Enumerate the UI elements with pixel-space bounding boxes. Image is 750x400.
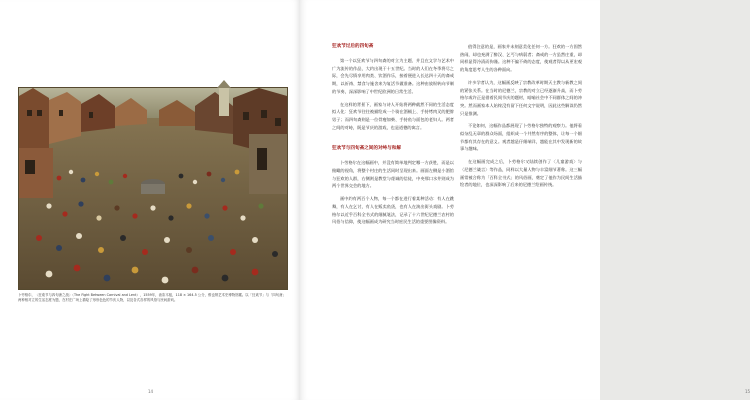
right-page	[300, 0, 750, 400]
painting-image	[18, 87, 288, 290]
page-number-right: 15	[745, 389, 750, 394]
paragraph: 卜劳格尔在这幅画中，并没有简单地判定哪一方获胜，而是以俯瞰的视角，将整个村庄的生活同时呈现出来。画面左侧是小酒馆与狂欢的人群，右侧则是教堂与虔诚的信徒，中央那口水井则成为两个世界交会的地方。	[332, 160, 454, 189]
section-heading-1: 狂欢节过后的四旬斋	[332, 44, 374, 49]
left-page	[0, 0, 300, 400]
paragraph: 值得注意的是，画家并未刻意美化任何一方。狂欢的一方固然热闹，却也充满了醉汉、乞丐与病弱者；斋戒的一方虽然庄重，却同样显得冷清而拘谨。这种不偏不倚的态度，使观者得以从更宏观的角度思考人生的各种面向。	[460, 44, 582, 73]
painting-caption: 卜劳格尔，〈狂欢节与四旬斋之战〉（The Fight Between Carnival and Lent），1559年，油彩木板，118 × 164.5 公分，维也纳艺术史博物馆藏。以「狂欢节」与「四旬斋」两种相对立的生活态度为题，在村庄广场上描绘了形形色色的节庆人物，以及各式各样的风俗与民间游戏。	[18, 293, 286, 302]
paragraph: 第一个以狂欢节与四旬斋的对立为主题、并且在文学与艺术中广为流传的作品，大约出现于十五世纪。当时的人们在冬季将尽之际，会先尽情享用肉类、饮酒作乐，接着便进入长达四十天的斋戒期，以祈祷、禁食与施舍来为复活节做准备。这种由放纵转向节制的节奏，深深影响了中世纪欧洲的日常生活。	[332, 58, 454, 94]
paragraph: 在这幅画完成之后，卜劳格尔又陆续创作了〈儿童游戏〉与〈尼德兰箴言〉等作品，同样以大量人物与丰富细节著称。这三幅画常被合称为「百科全书式」的风俗画，奠定了他作为民间生活描绘者的地位，也深深影响了后来的尼德兰绘画传统。	[460, 159, 582, 188]
carnival-and-lent-painting	[19, 88, 287, 289]
paragraph: 不论如何，这幅作品都展现了卜劳格尔独特的观察力。他将看似杂乱无章的群众场面，组织成一个井然有序的整体，让每一个细节都有其存在的意义。观者越是仔细端详，越能在其中发现新的故事与趣味。	[460, 123, 582, 152]
paragraph: 在这样的背景下，画家与诗人开始将两种截然不同的生活态度拟人化：狂欢节往往被描绘成一个骑在酒桶上、手持烤肉叉的肥胖男子；而四旬斋则是一位骨瘦如柴、手持鱼与面包的老妇人。两者之间的对峙，既是节庆的游戏，也是道德的寓言。	[332, 101, 454, 130]
page-number-left: 14	[148, 389, 154, 394]
paragraph: 许多学者认为，这幅画反映了宗教改革时期天主教与新教之间的紧张关系。在当时的尼德兰，宗教的对立已经逐渐升高，而卜劳格尔或许正是借着民间节庆的题材，暗喻社会中不同群体之间的冲突。然而画家本人始终没有留下任何文字说明，因此这些解读仍然只是推测。	[460, 79, 582, 116]
text-column-right	[460, 43, 582, 194]
paragraph: 画中约有两百个人物，每一个都在进行着某种活动：有人在跳舞，有人在乞讨，有人在贩卖鱼货，也有人在演出街头戏剧。卜劳格尔以近乎百科全书式的细腻笔法，记录了十六世纪尼德兰农村的风俗与信仰，使这幅画成为研究当时庶民生活的重要图像资料。	[332, 196, 454, 225]
section-heading-2: 狂欢节与四旬斋之间的对峙与和解	[332, 146, 401, 152]
text-column-left	[332, 43, 454, 231]
